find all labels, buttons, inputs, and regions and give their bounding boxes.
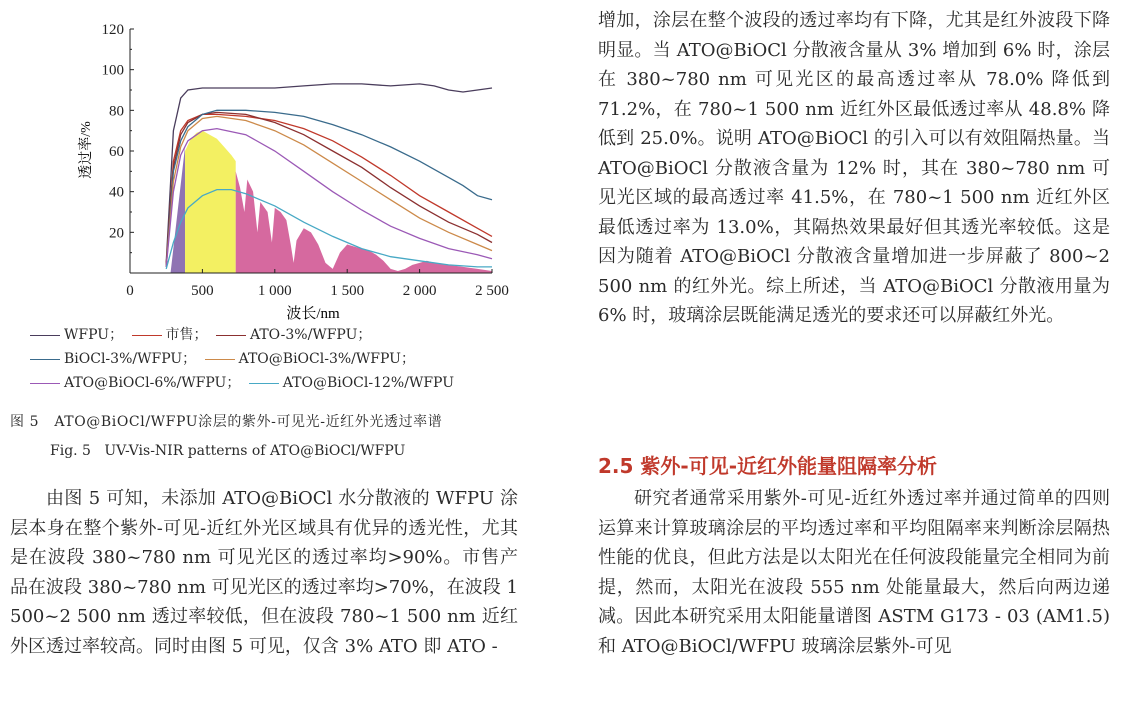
legend-row-3 — [30, 371, 560, 395]
legend-row-1 — [30, 323, 560, 347]
right-body-text-top — [598, 6, 1110, 331]
legend-item: 市售； — [132, 323, 208, 347]
x-tick-label: 1 000 — [257, 283, 292, 299]
y-tick-label: 100 — [101, 62, 124, 79]
legend-row-2 — [30, 347, 560, 371]
body-paragraph: 由图 5 可知，未添加 ATO@BiOCl 水分散液的 WFPU 涂层本身在整个紫外-可见-近红外光区域具有优异的透光性，尤其是在波段 380~780 nm 可见光区的透过率均>90%。市售产品在波段 380~780 nm 可见光区的透过率均>70%，在波段 1 500~2 500 nm 透过率较低，但在波段 780~1 500 nm 近红外区透过率较高。同时由图 5 可见，仅含 3% ATO 即 ATO - — [10, 488, 518, 657]
x-tick-label: 500 — [191, 283, 214, 299]
legend-item: ATO-3%/WFPU； — [216, 323, 371, 347]
body-paragraph: 研究者通常采用紫外-可见-近红外透过率并通过简单的四则运算来计算玻璃涂层的平均透过率和平均阻隔率来判断涂层隔热性能的优良，但此方法是以太阳光在任何波段能量完全相同为前提，然而，太阳光在波段 555 nm 处能量最大，然后向两边递减。因此本研究采用太阳能量谱图 ASTM G173 - 03 (AM1.5) 和 ATO@BiOCl/WFPU 玻璃涂层紫外-可见 — [598, 488, 1110, 657]
body-paragraph: 增加，涂层在整个波段的透过率均有下降，尤其是红外波段下降明显。当 ATO@BiOCl 分散液含量从 3% 增加到 6% 时，涂层在 380~780 nm 可见光区的最高透过率从 78.0% 降低到 71.2%，在 780~1 500 nm 近红外区最低透过率从 48.8% 降低到 25.0%。说明 ATO@BiOCl 的引入可以有效阻隔热量。当 ATO@BiOCl 分散液含量为 12% 时，其在 380~780 nm 可见光区域的最高透过率 41.5%，在 780~1 500 nm 近红外区最低透过率为 13.0%，其隔热效果最好但其透光率较低。这是因为随着 ATO@BiOCl 分散液含量增加进一步屏蔽了 800~2 500 nm 的红外光。综上所述，当 ATO@BiOCl 分散液用量为 6% 时，玻璃涂层既能满足透光的要求还可以屏蔽红外光。 — [598, 10, 1110, 326]
figure-title-cn: ATO@BiOCl/WFPU涂层的紫外-可见光-近红外光透过率谱 — [54, 414, 443, 430]
right-column — [598, 0, 1118, 718]
y-tick-label: 60 — [109, 144, 124, 160]
right-body-text-bottom — [598, 484, 1110, 661]
figure-title-en: UV-Vis-NIR patterns of ATO@BiOCl/WFPU — [104, 443, 406, 459]
transmittance-chart — [40, 0, 560, 330]
legend-item: ATO@BiOCl-12%/WFPU — [249, 371, 454, 395]
x-axis-label: 波长/nm — [286, 306, 340, 322]
y-axis-label: 透过率/% — [79, 121, 94, 179]
figure-label-cn: 图 5 — [10, 414, 40, 430]
x-tick-label: 0 — [126, 283, 134, 299]
legend-item: WFPU； — [30, 323, 123, 347]
x-tick-label: 2 500 — [475, 283, 509, 299]
x-tick-label: 2 000 — [402, 283, 437, 299]
legend-item: ATO@BiOCl-3%/WFPU； — [205, 347, 415, 371]
y-tick-label: 80 — [109, 103, 124, 120]
section-heading: 2.5 紫外-可见-近红外能量阻隔率分析 — [598, 454, 937, 478]
y-tick-label: 120 — [101, 22, 124, 38]
legend-item: ATO@BiOCl-6%/WFPU； — [30, 371, 240, 395]
visible-band — [185, 131, 236, 273]
y-tick-label: 40 — [109, 184, 124, 201]
legend-item: BiOCl-3%/WFPU； — [30, 347, 196, 371]
x-tick-label: 1 500 — [330, 283, 365, 299]
figure-caption-en — [50, 443, 405, 459]
left-body-text — [10, 484, 518, 661]
figure-label-en: Fig. 5 — [50, 443, 91, 459]
solar-spectrum-fill — [171, 131, 492, 273]
figure-caption-cn — [10, 411, 442, 431]
y-tick-label: 20 — [109, 225, 124, 242]
chart-legend — [30, 323, 560, 395]
nir-band — [236, 171, 492, 273]
